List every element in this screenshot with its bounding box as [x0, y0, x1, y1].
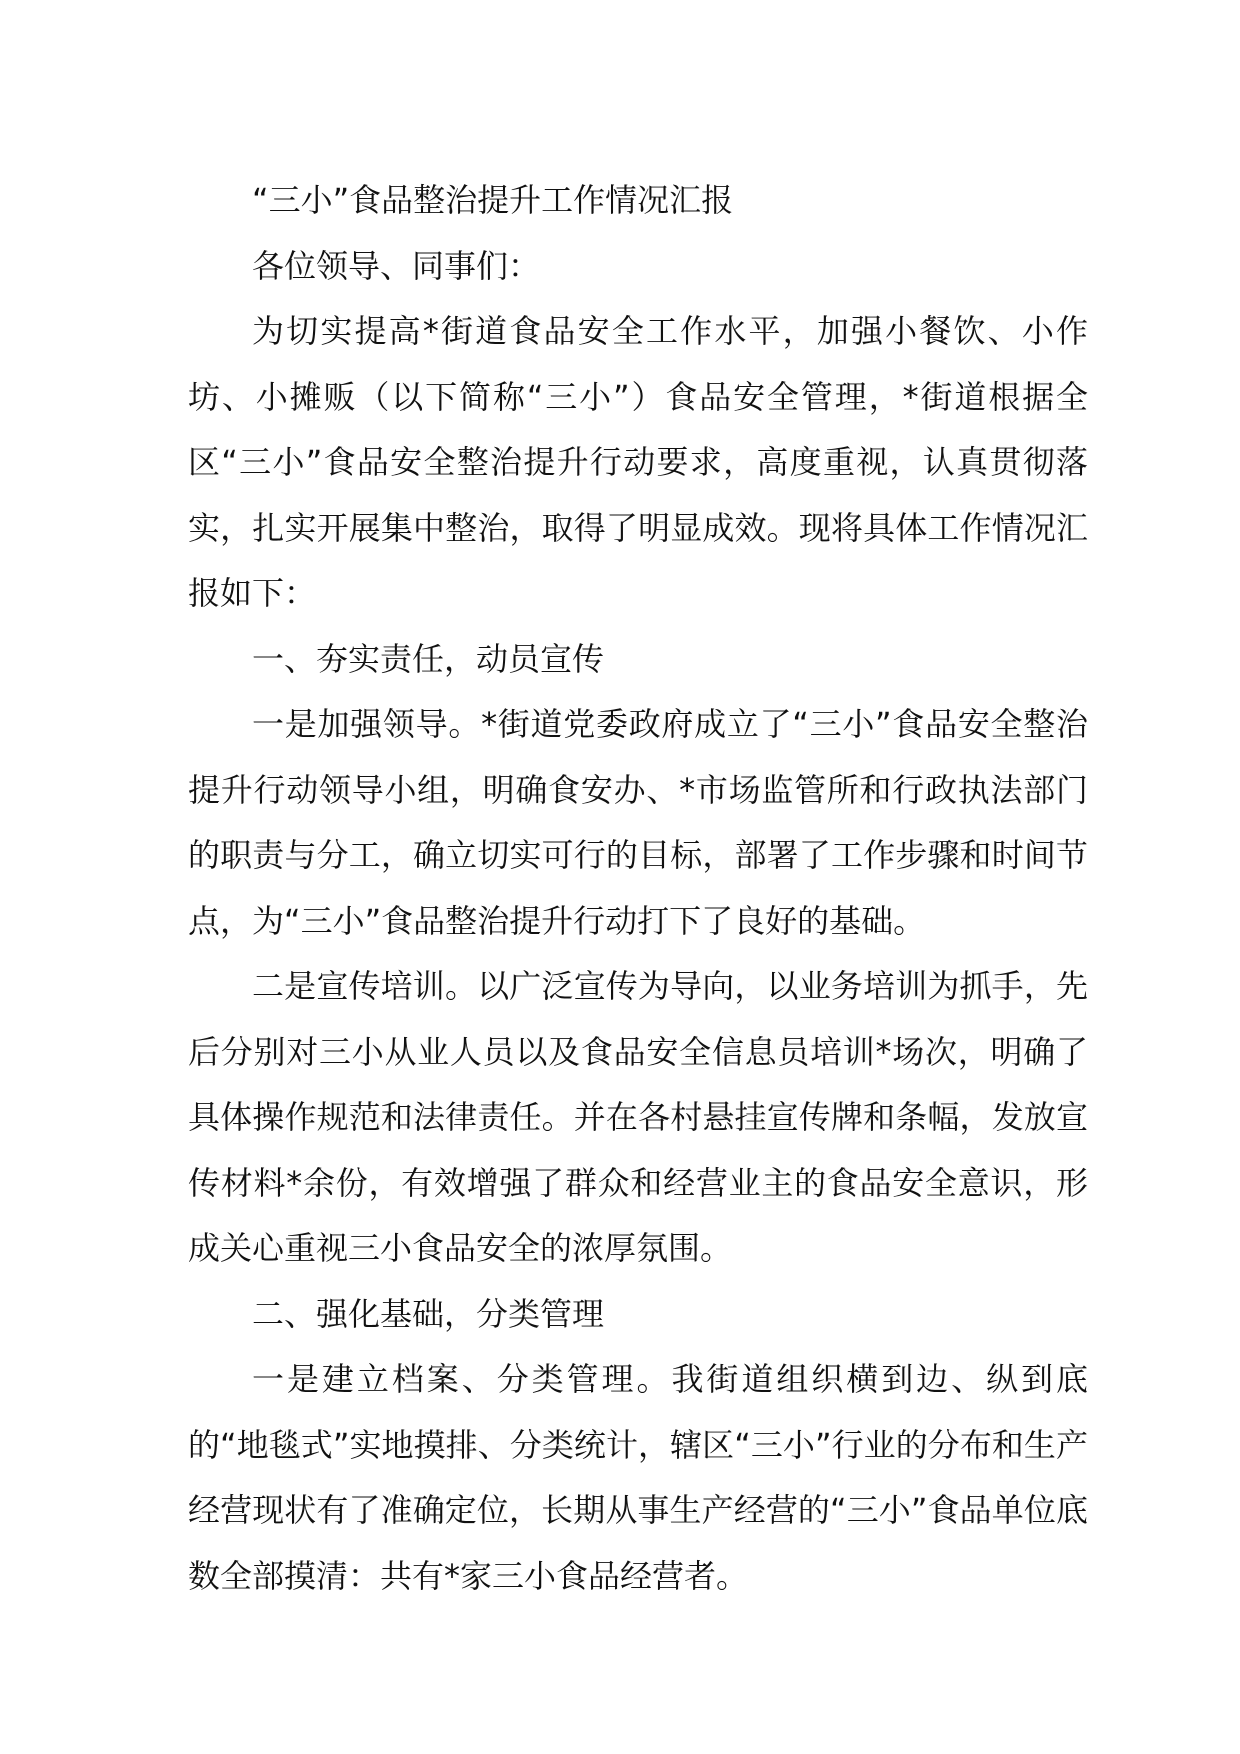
section2-paragraph-1: 一是建立档案、分类管理。我街道组织横到边、纵到底的“地毯式”实地摸排、分类统计，辖区“三小”行业的分布和生产经营现状有了准确定位，长期从事生产经营的“三小”食品单位底数全部摸清：共有*家三小食品经营者。	[188, 1360, 1088, 1595]
section1-paragraph-2: 二是宣传培训。以广泛宣传为导向，以业务培训为抓手，先后分别对三小从业人员以及食品安全信息员培训*场次，明确了具体操作规范和法律责任。并在各村悬挂宣传牌和条幅，发放宣传材料*余份，有效增强了群众和经营业主的食品安全意识，形成关心重视三小食品安全的浓厚氛围。	[188, 967, 1088, 1267]
document-body	[188, 168, 1088, 1609]
document-title: “三小”食品整治提升工作情况汇报	[252, 181, 734, 219]
salutation: 各位领导、同事们：	[252, 246, 541, 285]
section1-paragraph-1: 一是加强领导。*街道党委政府成立了“三小”食品安全整治提升行动领导小组，明确食安办、*市场监管所和行政执法部门的职责与分工，确立切实可行的目标，部署了工作步骤和时间节点，为“三小”食品整治提升行动打下了良好的基础。	[188, 705, 1088, 940]
intro-paragraph: 为切实提高*街道食品安全工作水平，加强小餐饮、小作坊、小摊贩（以下简称“三小”）食品安全管理，*街道根据全区“三小”食品安全整治提升行动要求，高度重视，认真贯彻落实，扎实开展集中整治，取得了明显成效。现将具体工作情况汇报如下：	[188, 312, 1088, 612]
section-heading-1: 一、夯实责任，动员宣传	[252, 639, 605, 678]
section-heading-2: 二、强化基础，分类管理	[252, 1294, 605, 1333]
